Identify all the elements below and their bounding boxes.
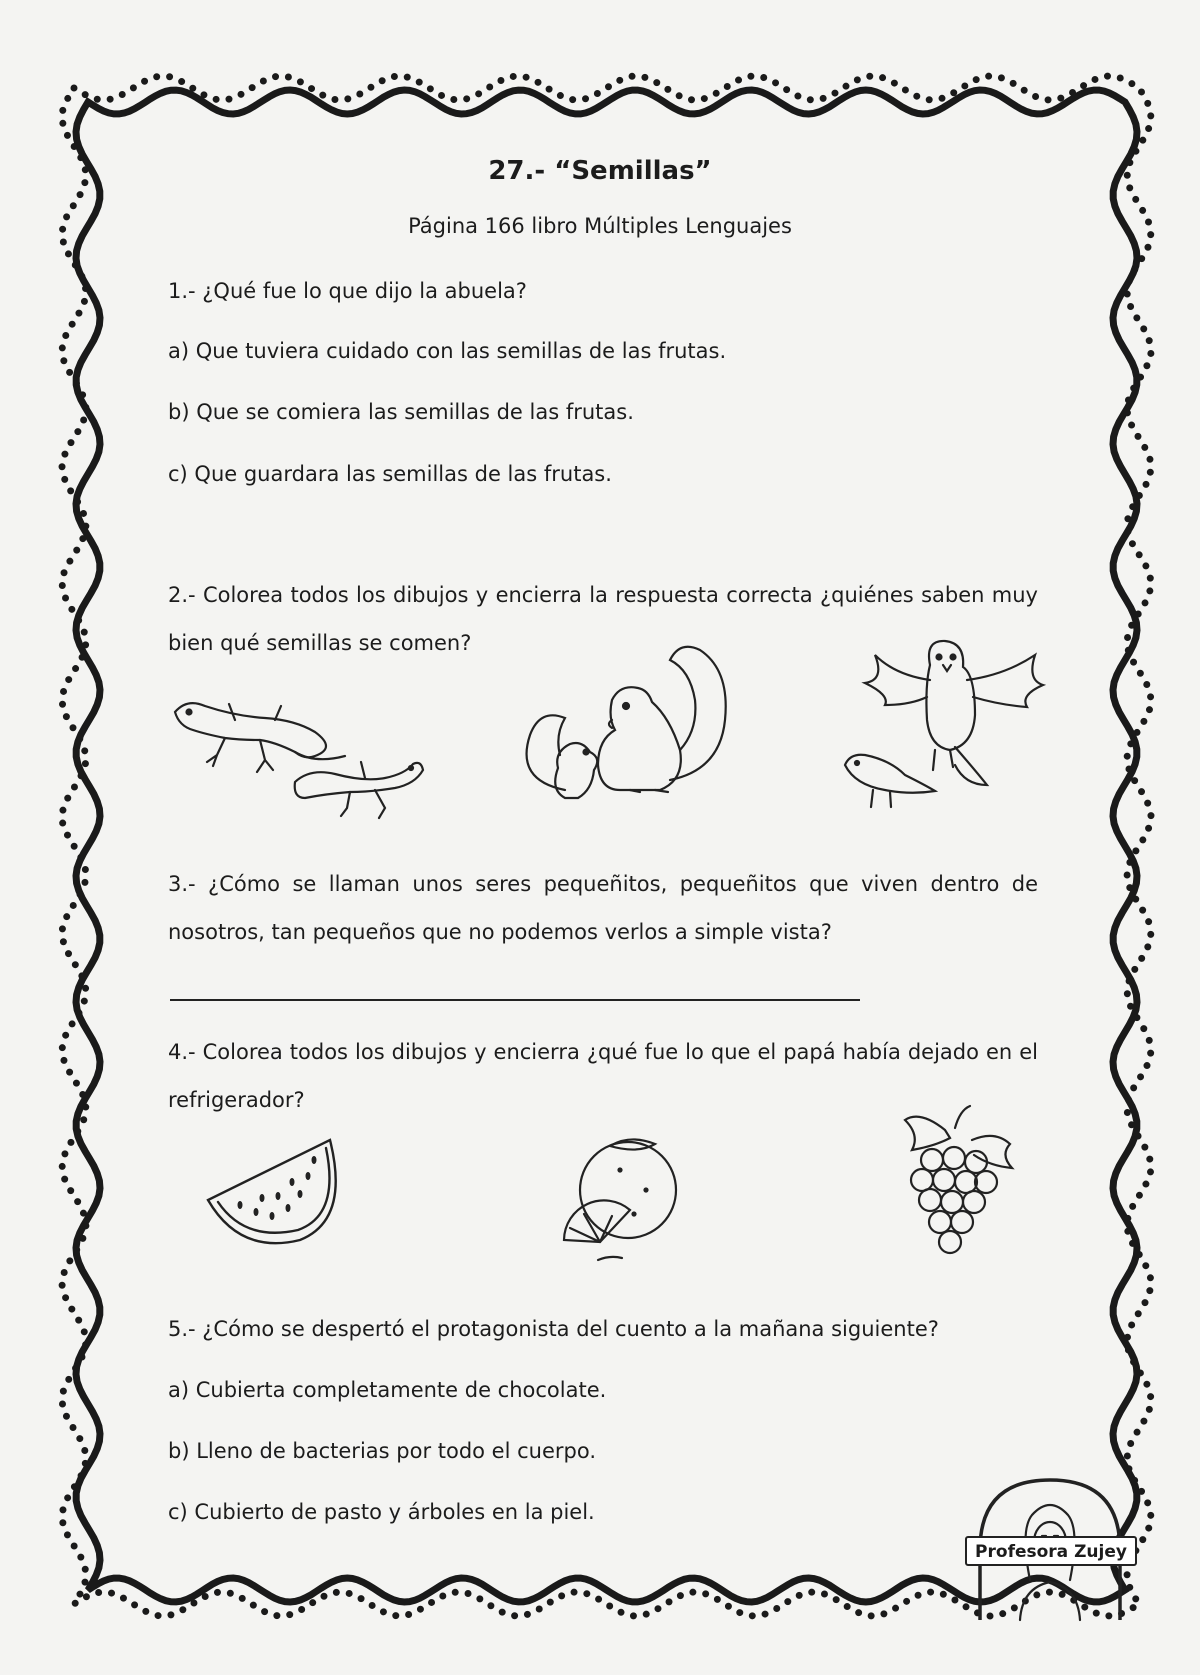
question-2: 2.- Colorea todos los dibujos y encierra la respuesta correcta ¿quiénes saben muy bien qué semillas se comen? — [168, 583, 1038, 655]
question-1-option-c[interactable]: c) Que guardara las semillas de las frutas. — [168, 462, 612, 486]
question-5: 5.- ¿Cómo se despertó el protagonista del cuento a la mañana siguiente? — [168, 1317, 939, 1341]
squirrels-icon[interactable] — [520, 640, 740, 820]
question-1: 1.- ¿Qué fue lo que dijo la abuela? — [168, 279, 527, 303]
grapes-icon[interactable] — [900, 1100, 1025, 1260]
page-title: 27.- “Semillas” — [488, 156, 712, 186]
question-1-option-a[interactable]: a) Que tuviera cuidado con las semillas de las frutas. — [168, 339, 727, 363]
lizards-icon[interactable] — [165, 690, 430, 825]
question-5-option-b[interactable]: b) Lleno de bacterias por todo el cuerpo. — [168, 1439, 597, 1463]
profesora-zujey-logo — [960, 1470, 1140, 1630]
watermelon-icon[interactable] — [200, 1130, 350, 1260]
orange-icon[interactable] — [550, 1130, 690, 1270]
question-3: 3.- ¿Cómo se llaman unos seres pequeñitos, pequeñitos que viven dentro de nosotros, tan pequeños que no podemos verlos a simple vista? — [168, 872, 1038, 944]
question-1-option-b[interactable]: b) Que se comiera las semillas de las frutas. — [168, 400, 634, 424]
answer-line[interactable] — [170, 999, 860, 1001]
question-4: 4.- Colorea todos los dibujos y encierra ¿qué fue lo que el papá había dejado en el refrigerador? — [168, 1040, 1038, 1112]
question-5-option-a[interactable]: a) Cubierta completamente de chocolate. — [168, 1378, 607, 1402]
logo-label: Profesora Zujey — [965, 1536, 1137, 1566]
page-subtitle: Página 166 libro Múltiples Lenguajes — [408, 214, 792, 238]
question-5-option-c[interactable]: c) Cubierto de pasto y árboles en la piel. — [168, 1500, 595, 1524]
birds-icon[interactable] — [835, 635, 1050, 830]
